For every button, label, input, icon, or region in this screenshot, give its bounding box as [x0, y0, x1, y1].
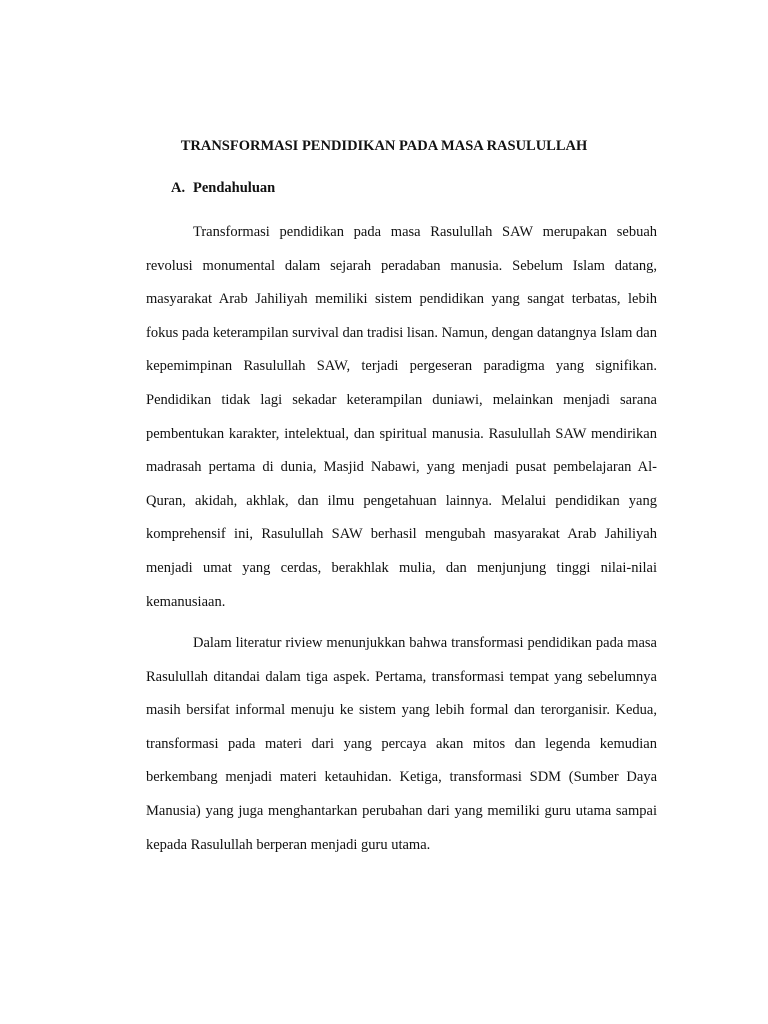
body-paragraph-2: Dalam literatur riview menunjukkan bahwa transformasi pendidikan pada masa Rasulullah ditandai dalam tiga aspek. Pertama, transformasi tempat yang sebelumnya masih bersifat informal menuju ke sistem yang lebih formal dan terorganisir. Kedua, transformasi pada materi dari yang percaya akan mitos dan legenda kemudian berkembang menjadi materi ketauhidan. Ketiga, transformasi SDM (Sumber Daya Manusia) yang juga menghantarkan perubahan dari yang memiliki guru utama sampai kepada Rasulullah berperan menjadi guru utama.	[146, 635, 657, 853]
body-paragraph-1: Transformasi pendidikan pada masa Rasulullah SAW merupakan sebuah revolusi monumental dalam sejarah peradaban manusia. Sebelum Islam datang, masyarakat Arab Jahiliyah memiliki sistem pendidikan yang sangat terbatas, lebih fokus pada keterampilan survival dan tradisi lisan. Namun, dengan datangnya Islam dan kepemimpinan Rasulullah SAW, terjadi pergeseran paradigma yang signifikan. Pendidikan tidak lagi sekadar keterampilan duniawi, melainkan menjadi sarana pembentukan karakter, intelektual, dan spiritual manusia. Rasulullah SAW mendirikan madrasah pertama di dunia, Masjid Nabawi, yang menjadi pusat pembelajaran Al-Quran, akidah, akhlak, dan ilmu pengetahuan lainnya. Melalui pendidikan yang komprehensif ini, Rasulullah SAW berhasil mengubah masyarakat Arab Jahiliyah menjadi umat yang cerdas, berakhlak mulia, dan menjunjung tinggi nilai-nilai kemanusiaan.	[146, 224, 657, 610]
section-letter: A.	[171, 180, 186, 196]
section-heading	[171, 178, 275, 198]
document-title: TRANSFORMASI PENDIDIKAN PADA MASA RASULULLAH	[180, 138, 588, 154]
section-heading-text: Pendahuluan	[193, 180, 276, 196]
